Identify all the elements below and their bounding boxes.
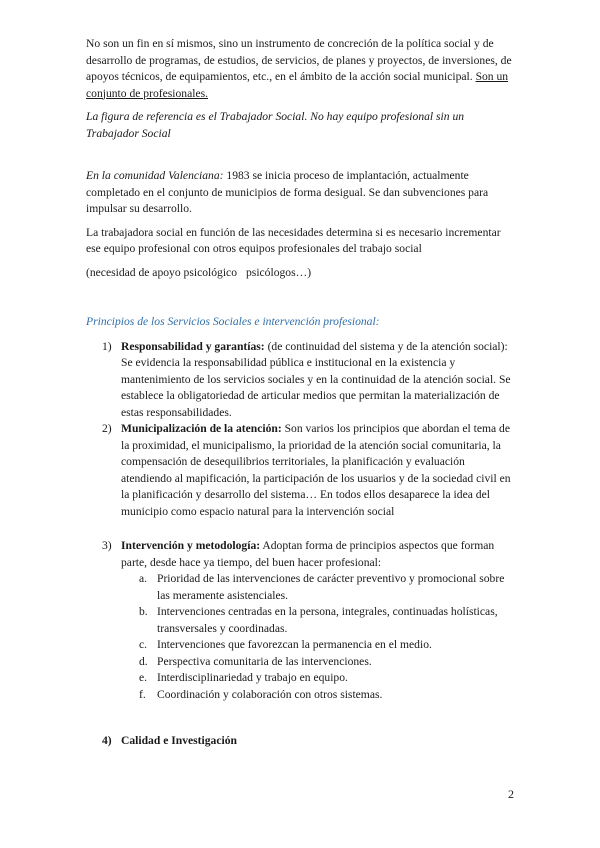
intro-text: No son un fin en sí mismos, sino un instrumento de concreción de la política social y de desarrollo de programas, de estudios, de servicios, de planes y proyectos, de inversiones, de apoyos técnicos, de equipamientos, etc., en el ámbito de la acción social municipal. bbox=[86, 37, 512, 83]
page-number: 2 bbox=[508, 787, 514, 801]
principle-text: (de continuidad del sistema y de la atención social): Se evidencia la responsabilidad pública e institucional en la existencia y mantenimiento de los servicios sociales y en la continuidad de la atención social. Se establece la obligatoriedad de articular medios que permitan la materialización de estas responsabilidades. bbox=[121, 339, 511, 419]
sub-letter: e. bbox=[139, 671, 148, 684]
sub-text: Intervenciones que favorezcan la permanencia en el medio. bbox=[157, 638, 432, 651]
principle-title: Responsabilidad y garantías: bbox=[121, 339, 265, 353]
principle-text: Son varios los principios que abordan el tema de la proximidad, el municipalismo, la prioridad de la atención social comunitaria, la compensación de desequilibrios territoriales, la planificación y evaluación atendiendo al mapificación, la participación de los usuarios y de la sociedad civil en la planificación y desarrollo del sistema… En todos ellos desaparece la idea del municipio como espacio natural para la intervención social bbox=[121, 422, 511, 518]
principle-title: Municipalización de la atención: bbox=[121, 422, 282, 435]
sub-letter: b. bbox=[139, 605, 148, 618]
principle-number: 2) bbox=[102, 422, 112, 435]
sub-item-d bbox=[121, 654, 516, 671]
sub-letter: f. bbox=[139, 687, 146, 701]
intro-paragraph bbox=[86, 36, 516, 102]
sub-item-e bbox=[121, 670, 516, 687]
principles-list bbox=[86, 339, 516, 750]
need-paragraph: (necesidad de apoyo psicológico psicólogos…) bbox=[86, 265, 305, 279]
reference-paragraph: La figura de referencia es el Trabajador Social. No hay equipo profesional sin un Trabajador Social bbox=[86, 110, 465, 140]
methodology-sublist bbox=[121, 571, 516, 703]
principle-title: Calidad e Investigación bbox=[121, 734, 237, 747]
principles-heading: Principios de los Servicios Sociales e intervención profesional: bbox=[86, 315, 380, 328]
principle-item-3 bbox=[86, 538, 516, 703]
sub-letter: c. bbox=[139, 638, 148, 651]
sub-item-a bbox=[121, 571, 516, 604]
principle-item-4 bbox=[86, 733, 516, 750]
principle-item-1 bbox=[86, 339, 516, 422]
community-text: 1983 se inicia proceso de implantación, actualmente completado en el conjunto de municipios de forma desigual. Se dan subvenciones para impulsar su desarrollo. bbox=[86, 169, 489, 215]
worker-paragraph: La trabajadora social en función de las necesidades determina si es necesario incrementar ese equipo profesional con otros equipos profesionales del trabajo social bbox=[86, 225, 501, 255]
document-page bbox=[86, 36, 516, 750]
principle-item-2 bbox=[86, 421, 516, 520]
sub-item-c bbox=[121, 637, 516, 654]
principle-number: 3) bbox=[102, 539, 112, 552]
community-label: En la comunidad Valenciana: bbox=[86, 169, 224, 182]
sub-letter: d. bbox=[139, 654, 148, 668]
principle-number: 4) bbox=[102, 734, 112, 747]
sub-letter: a. bbox=[139, 572, 148, 585]
sub-item-f bbox=[121, 687, 516, 704]
sub-text: Interdisciplinariedad y trabajo en equipo. bbox=[157, 671, 348, 684]
principle-text: Adoptan forma de principios aspectos que forman parte, desde hace ya tiempo, del buen hacer profesional: bbox=[121, 539, 495, 569]
sub-text: Prioridad de las intervenciones de carácter preventivo y promocional sobre las meramente asistenciales. bbox=[157, 572, 505, 602]
sub-item-b bbox=[121, 604, 516, 637]
intro-underlined-text: Son un conjunto de profesionales. bbox=[86, 70, 509, 100]
community-paragraph bbox=[86, 168, 516, 218]
principle-number: 1) bbox=[102, 339, 112, 353]
sub-text: Perspectiva comunitaria de las intervenciones. bbox=[157, 654, 372, 668]
principle-title: Intervención y metodología: bbox=[121, 539, 261, 552]
sub-text: Coordinación y colaboración con otros sistemas. bbox=[157, 687, 383, 701]
sub-text: Intervenciones centradas en la persona, integrales, continuadas holísticas, transversales y coordinadas. bbox=[157, 605, 498, 635]
